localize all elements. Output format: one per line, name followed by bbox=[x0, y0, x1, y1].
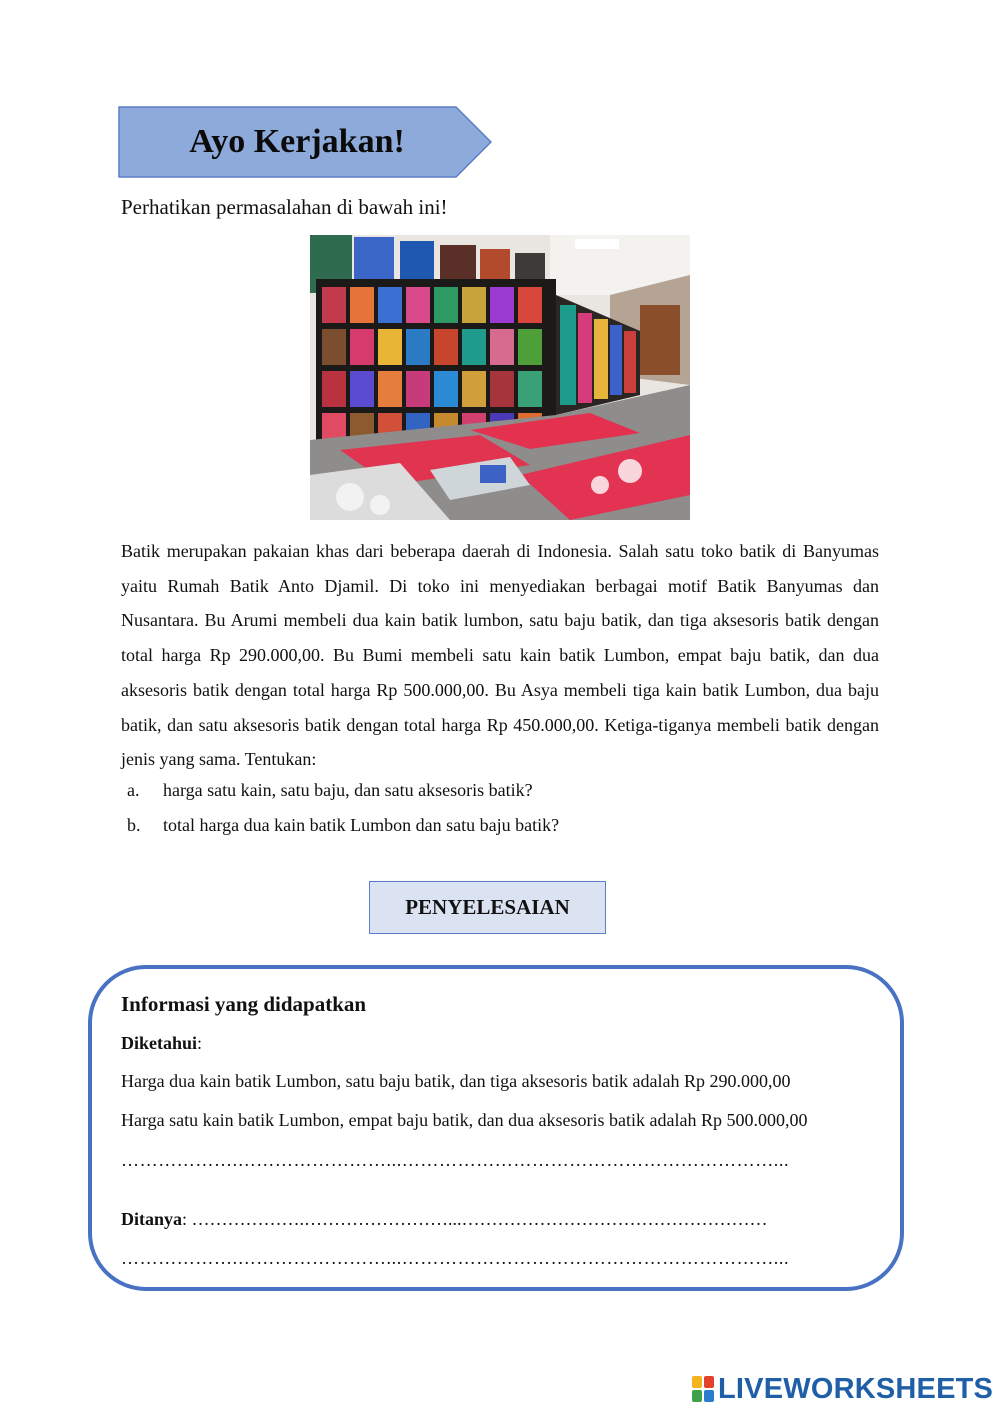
title-banner bbox=[118, 106, 492, 178]
batik-shop-photo bbox=[310, 235, 690, 520]
intro-text: Perhatikan permasalahan di bawah ini! bbox=[121, 195, 448, 219]
known-line-2: Harga satu kain batik Lumbon, empat baju batik, dan dua aksesoris batik adalah Rp 500.000,00 bbox=[121, 1110, 808, 1130]
question-item bbox=[121, 773, 881, 808]
question-item bbox=[121, 808, 881, 843]
question-text: harga satu kain, satu baju, dan satu aksesoris batik? bbox=[163, 780, 533, 800]
question-letter: a. bbox=[127, 780, 140, 800]
known-line-1: Harga dua kain batik Lumbon, satu baju batik, dan tiga aksesoris batik adalah Rp 290.000,00 bbox=[121, 1071, 791, 1091]
problem-paragraph: Batik merupakan pakaian khas dari beberapa daerah di Indonesia. Salah satu toko batik di Banyumas yaitu Rumah Batik Anto Djamil. Di toko ini menyediakan berbagai motif Batik Banyumas dan Nusantara. Bu Arumi membeli dua kain batik lumbon, satu baju batik, dan tiga aksesoris batik dengan total harga Rp 290.000,00. Bu Bumi membeli satu kain batik Lumbon, empat baju batik, dan dua aksesoris batik dengan total harga Rp 500.000,00. Bu Asya membeli tiga kain batik Lumbon, dua baju batik, dan satu aksesoris batik dengan total harga Rp 450.000,00. Ketiga-tiganya membeli batik dengan jenis yang sama. Tentukan: bbox=[121, 541, 879, 770]
asked-blank[interactable]: : ……………….……………………...…………………………………………… bbox=[182, 1209, 768, 1229]
question-text: total harga dua kain batik Lumbon dan satu baju batik? bbox=[163, 815, 560, 835]
question-list bbox=[121, 773, 881, 843]
page-title: Ayo Kerjakan! bbox=[189, 123, 405, 160]
brand-name: LIVEWORKSHEETS bbox=[718, 1372, 994, 1405]
known-heading bbox=[121, 1033, 202, 1054]
solution-heading: PENYELESAIAN bbox=[369, 881, 606, 934]
asked-label: Ditanya bbox=[121, 1209, 183, 1229]
liveworksheets-logo-icon bbox=[692, 1376, 714, 1402]
known-colon: : bbox=[197, 1033, 203, 1053]
question-letter: b. bbox=[127, 815, 141, 835]
answer-blank-asked[interactable]: ……………….……………………...……………………………………………………... bbox=[121, 1248, 790, 1268]
answer-blank-known[interactable]: ……………….……………………...……………………………………………………... bbox=[121, 1150, 790, 1170]
liveworksheets-logo bbox=[692, 1372, 993, 1406]
asked-row bbox=[121, 1209, 768, 1230]
known-label: Diketahui bbox=[121, 1033, 198, 1053]
info-title: Informasi yang didapatkan bbox=[121, 992, 367, 1016]
